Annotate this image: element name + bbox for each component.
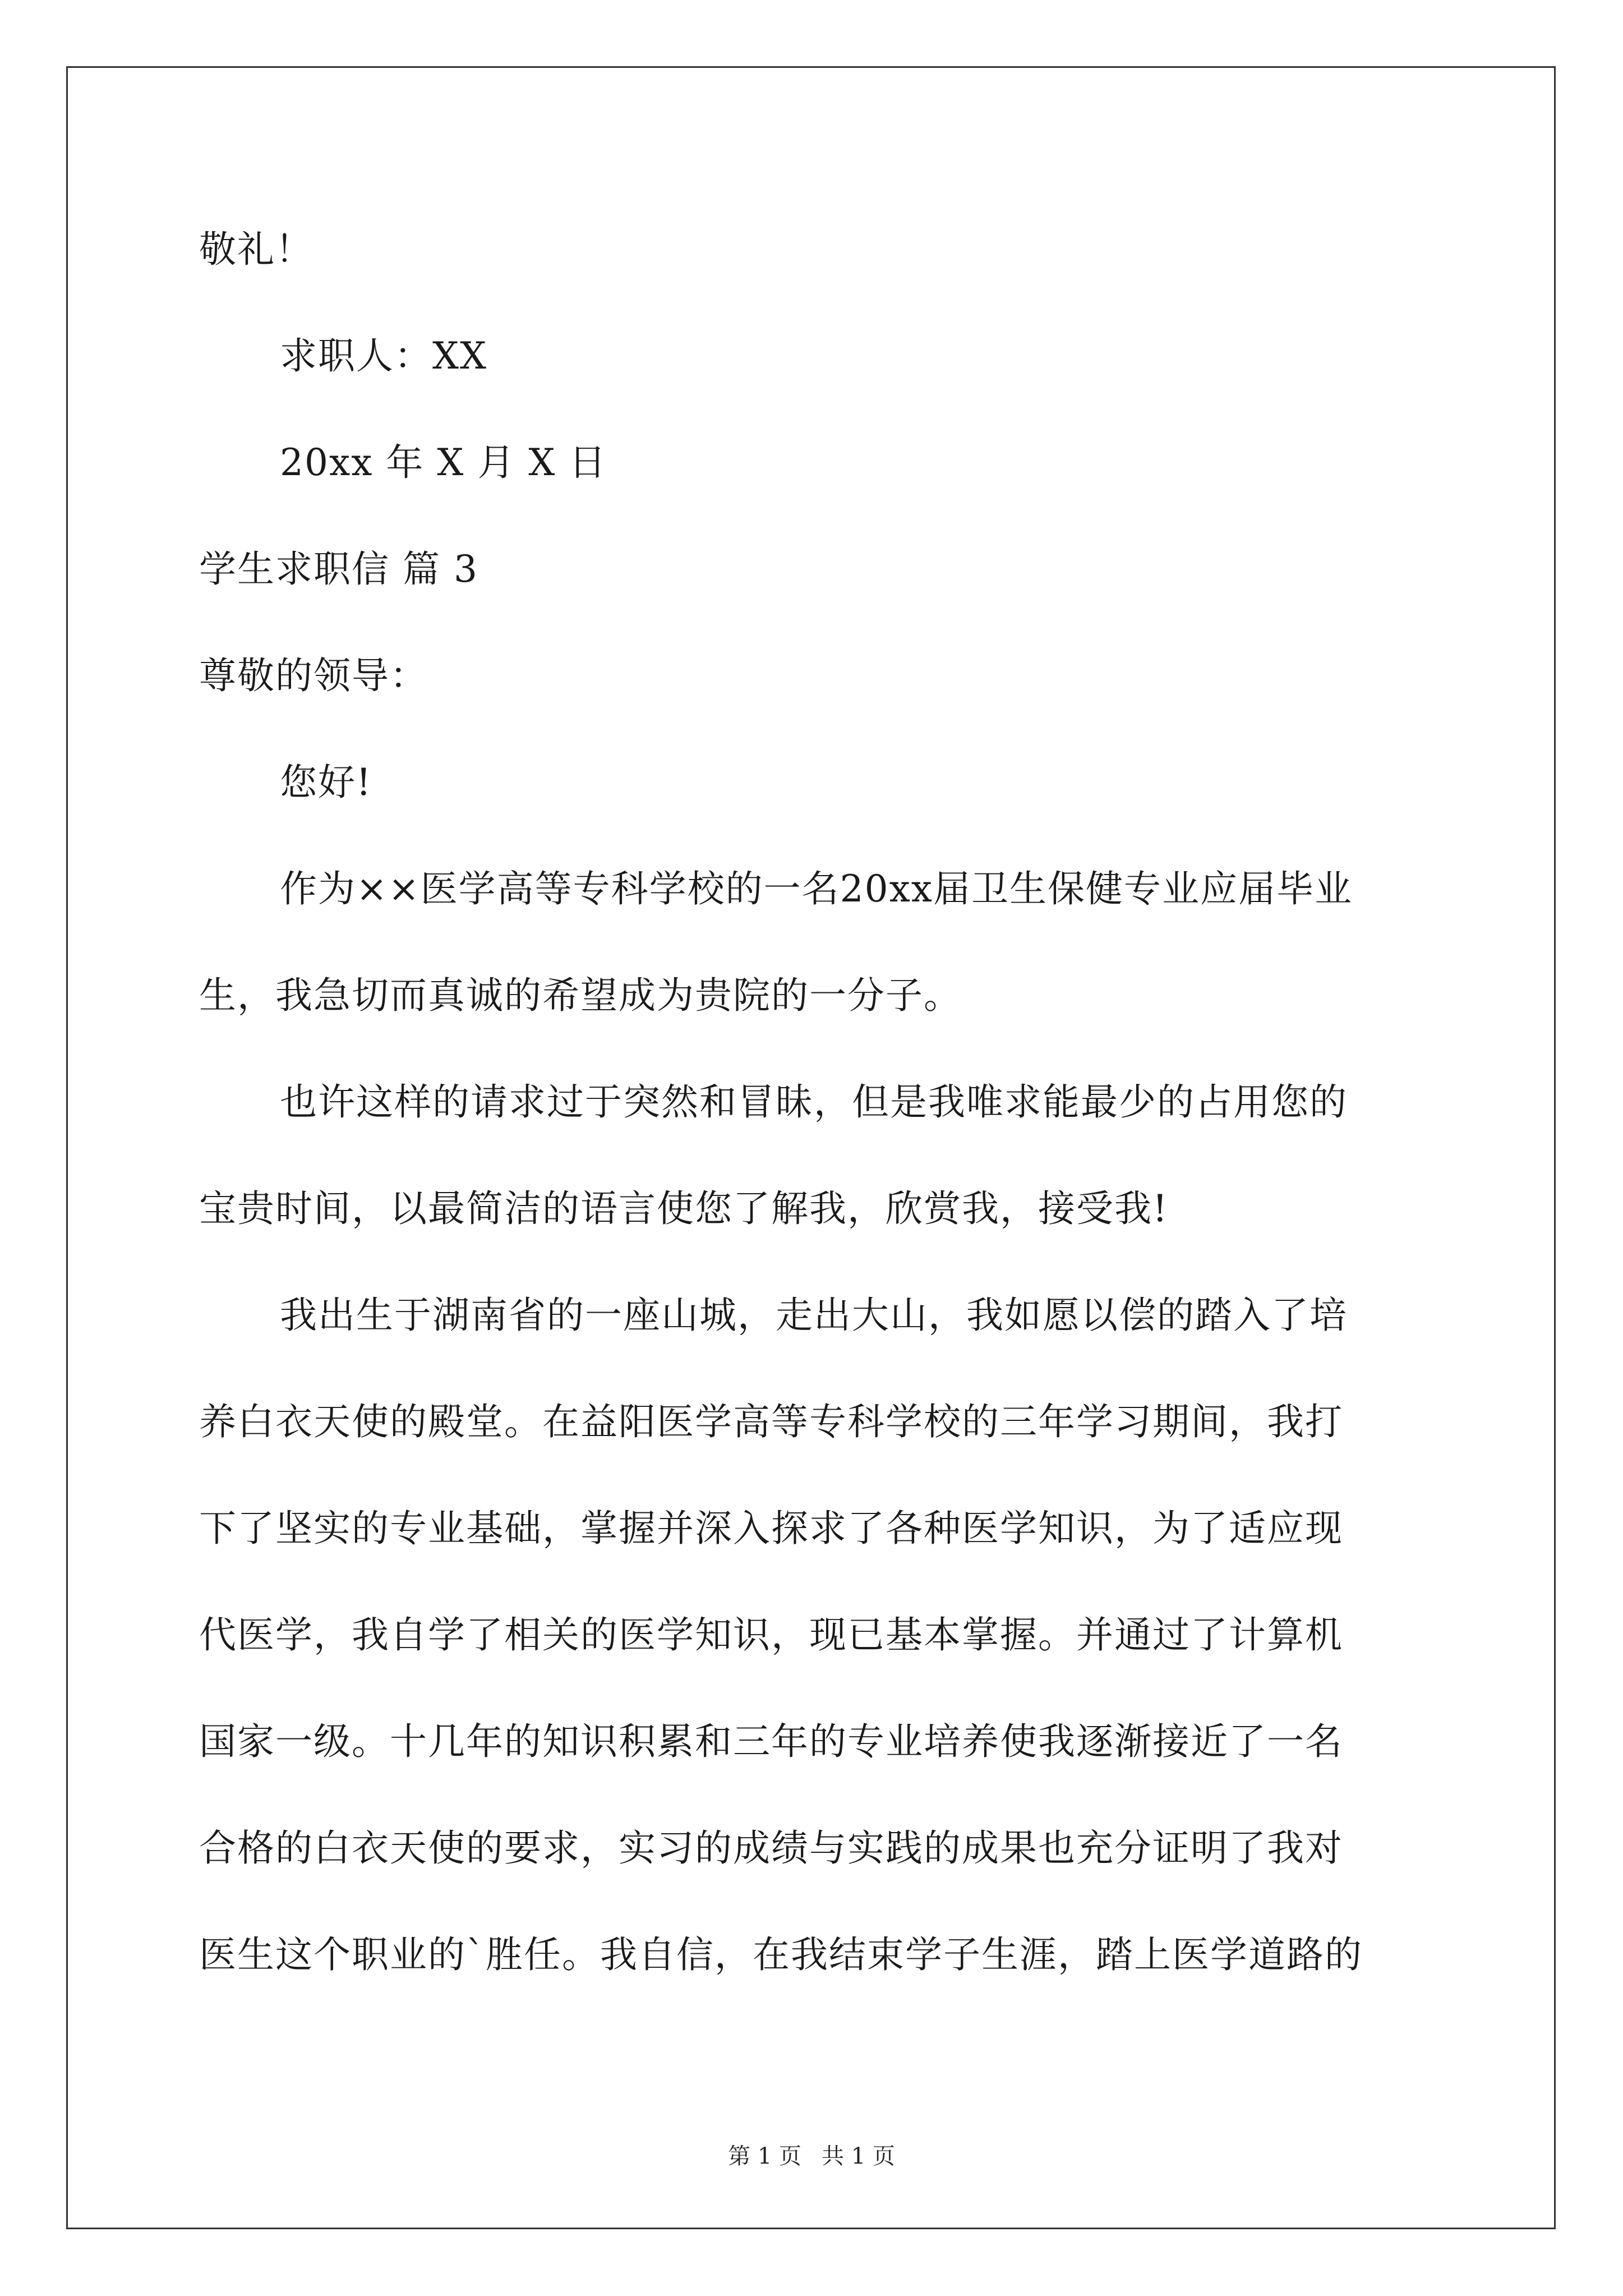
paragraph-line: 国家一级。十几年的知识积累和三年的专业培养使我逐渐接近了一名 (199, 1720, 1343, 1763)
paragraph-line: 宝贵时间，以最简洁的语言使您了解我，欣赏我，接受我! (199, 1187, 1169, 1230)
paragraph-line: 医生这个职业的`胜任。我自信，在我结束学子生涯，踏上医学道路的 (199, 1933, 1363, 1976)
paragraph-line: 合格的白衣天使的要求，实习的成绩与实践的成果也充分证明了我对 (199, 1826, 1343, 1870)
page-footer (0, 2138, 1623, 2170)
page-total: 共 1 页 (822, 2143, 895, 2169)
page-border (66, 66, 1556, 2229)
paragraph-line: 下了坚实的专业基础，掌握并深入探求了各种医学知识，为了适应现 (199, 1507, 1343, 1550)
applicant-signature: 求职人：XX (280, 334, 487, 378)
hello-line: 您好! (280, 761, 372, 804)
paragraph-line: 养白衣天使的殿堂。在益阳医学高等专科学校的三年学习期间，我打 (199, 1400, 1343, 1443)
paragraph-line: 生，我急切而真诚的希望成为贵院的一分子。 (199, 974, 962, 1017)
paragraph-line: 我出生于湖南省的一座山城，走出大山，我如愿以偿的踏入了培 (280, 1294, 1348, 1337)
paragraph-line: 作为××医学高等专科学校的一名20xx届卫生保健专业应届毕业 (280, 867, 1353, 910)
closing-salutation: 敬礼！ (199, 228, 313, 271)
paragraph-line: 代医学，我自学了相关的医学知识，现已基本掌握。并通过了计算机 (199, 1613, 1343, 1657)
section-heading: 学生求职信 篇 3 (199, 547, 478, 591)
letter-date: 20xx 年 X 月 X 日 (280, 441, 607, 484)
paragraph-line: 也许这样的请求过于突然和冒昧，但是我唯求能最少的占用您的 (280, 1080, 1348, 1124)
page-number: 第 1 页 (728, 2143, 801, 2169)
greeting: 尊敬的领导： (199, 654, 428, 697)
